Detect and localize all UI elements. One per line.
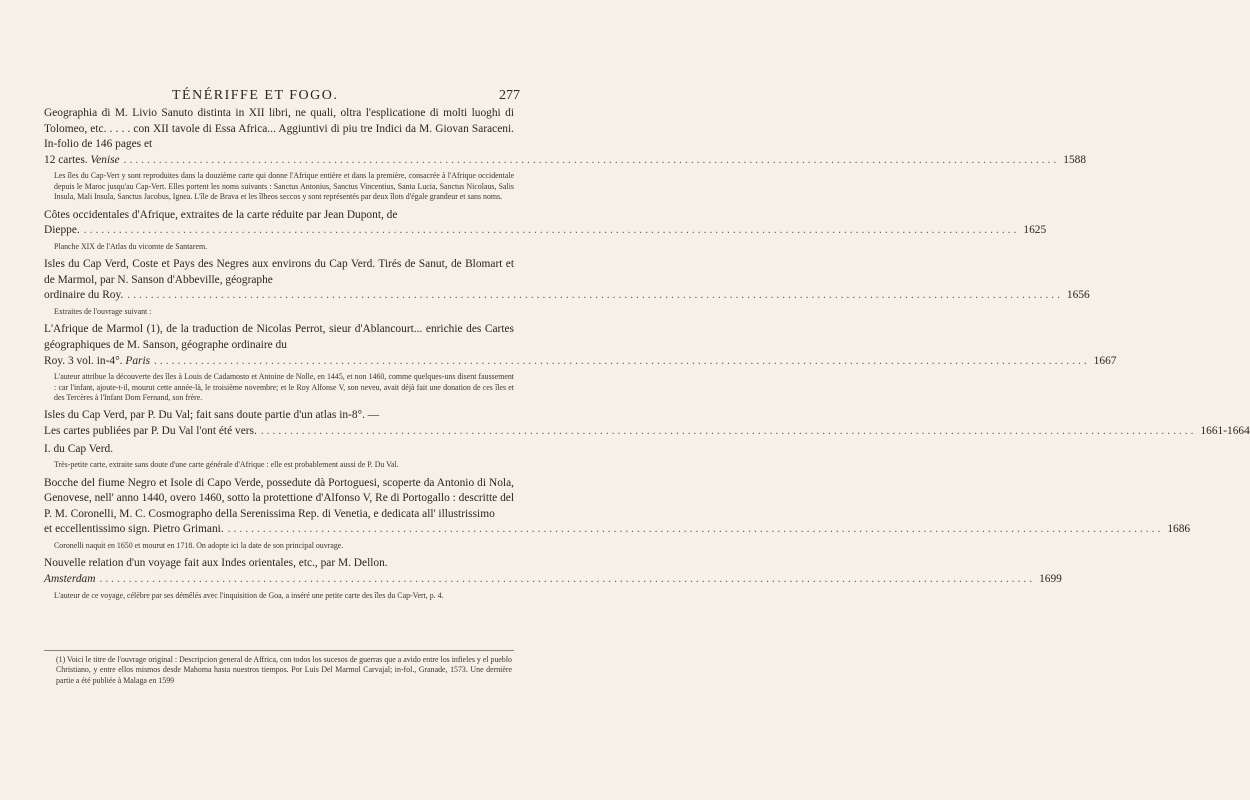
entry-year: 1661-1664 xyxy=(1200,424,1250,437)
entry-lead-text: 12 cartes. xyxy=(44,153,88,166)
footnote-rule xyxy=(44,650,514,651)
entry-year: 1588 xyxy=(1063,153,1087,166)
bibliography-entry xyxy=(44,208,1047,253)
entry-lead xyxy=(44,153,120,169)
entry-lead xyxy=(44,354,150,370)
entry-lead xyxy=(44,288,123,304)
entry-final-line xyxy=(44,424,1250,440)
entry-year: 1686 xyxy=(1167,523,1191,536)
entry-lead-text: Les cartes publiées par P. Du Val l'ont été vers. xyxy=(44,424,257,437)
entry-lead-text: I. du Cap Verd. xyxy=(44,442,114,455)
dot-leader: ................................................................................................................................................................ xyxy=(260,424,1197,437)
entry-place: Paris xyxy=(125,354,151,367)
entry-text: Isles du Cap Verd, Coste et Pays des Negres aux environs du Cap Verd. Tirés de Sanut, de Blomart et de Marmol, par N. Sanson d'Abbeville, géographe xyxy=(44,258,514,286)
running-title: TÉNÉRIFFE ET FOGO. xyxy=(172,88,339,103)
entry-note: Très-petite carte, extraite sans doute d'une carte générale d'Afrique : elle est probablement aussi de P. Du Val. xyxy=(54,460,399,470)
dot-leader: ................................................................................................................................................................ xyxy=(227,523,1164,536)
page-number: 277 xyxy=(499,88,520,103)
entry-final-line xyxy=(44,442,514,458)
entry-place: Amsterdam xyxy=(44,572,96,585)
entry-note: L'auteur attribue la découverte des îles à Louis de Cadamosto et Antoine de Nolle, en 1445, et non 1460, comme quelques-uns disent faussement : car l'infant, ajoute-t-il, mourut cette année-là, le troisième novembre; et le Roy Alfonse V, son neveu, avait déjà fait une donation de ces îles et des Tercères à l'Infant Dom Fernand, son frère. xyxy=(54,372,514,402)
entry-text: Nouvelle relation d'un voyage fait aux Indes orientales, etc., par M. Dellon. xyxy=(44,557,388,570)
entry-lead-text: Dieppe. xyxy=(44,224,80,237)
entry-year: 1667 xyxy=(1093,354,1117,367)
entry-lead-text: Roy. 3 vol. in-4°. xyxy=(44,354,123,367)
entry-lead-text: et eccellentissimo sign. Pietro Grimani. xyxy=(44,523,224,536)
entry-final-line xyxy=(44,572,1062,588)
entry-text: Geographia di M. Livio Sanuto distinta in XII libri, ne quali, oltra l'esplicatione di molti luoghi di Tolomeo, etc. . . . . con XII tavole di Essa Africa... Aggiuntivi di piu tre Indici da M. Giovan Saraceni. In-folio de 146 pages et xyxy=(44,107,514,151)
entry-year: 1625 xyxy=(1023,224,1047,237)
entry-note: Coronelli naquit en 1650 et mourut en 1718. On adopte ici la date de son principal ouvrage. xyxy=(54,540,344,550)
entry-lead xyxy=(44,522,224,538)
bibliography-entry xyxy=(44,257,1090,317)
entry-lead xyxy=(44,442,113,458)
entry-lead xyxy=(44,572,95,588)
entry-lead xyxy=(44,424,257,440)
entry-place: Venise xyxy=(90,153,120,166)
bibliography-entry xyxy=(44,442,514,471)
entry-text: Isles du Cap Verd, par P. Du Val; fait sans doute partie d'un atlas in-8°. — xyxy=(44,409,380,422)
entry-lead xyxy=(44,223,80,239)
entry-text: L'Afrique de Marmol (1), de la traduction de Nicolas Perrot, sieur d'Ablancourt... enrichie des Cartes géographiques de M. Sanson, géographe ordinaire du xyxy=(44,323,514,351)
running-header xyxy=(130,88,520,106)
entry-final-line xyxy=(44,153,1087,169)
entry-lead-text: ordinaire du Roy. xyxy=(44,289,124,302)
entry-note: L'auteur de ce voyage, célèbre par ses démêlés avec l'inquisition de Goa, a inséré une petite carte des îles du Cap-Vert, p. 4. xyxy=(54,590,444,600)
bibliography-entry xyxy=(44,556,1062,601)
dot-leader: ................................................................................................................................................................ xyxy=(154,354,1090,367)
entry-text: Bocche del fiume Negro et Isole di Capo Verde, possedute dà Portoguesi, scoperte da Antonio di Nola, Genovese, nell' anno 1440, overo 1460, sotto la protettione d'Alfonso V, Re di Portogallo : descritte del P. M. Coronelli, M. C. Cosmographo della Serenissima Rep. di Venetia, e dedicata all' illustrissimo xyxy=(44,476,514,520)
entry-year: 1699 xyxy=(1039,572,1062,585)
bibliography-entry xyxy=(44,476,1191,552)
bibliography-entry xyxy=(44,408,1250,439)
entry-final-line xyxy=(44,354,1117,370)
entry-text: Côtes occidentales d'Afrique, extraites de la carte réduite par Jean Dupont, de xyxy=(44,208,398,221)
entry-note: Extraites de l'ouvrage suivant : xyxy=(54,306,152,316)
dot-leader: ................................................................................................................................................................ xyxy=(123,153,1060,166)
entry-note: Planche XIX de l'Atlas du vicomte de Santarem. xyxy=(54,241,208,251)
dot-leader: ................................................................................................................................................................ xyxy=(99,572,1036,585)
bibliography-entry xyxy=(44,106,1087,203)
entry-final-line xyxy=(44,223,1047,239)
entry-final-line xyxy=(44,522,1191,538)
footnote: (1) Voici le titre de l'ouvrage original : Descripcion general de Affrica, con todos los sucesos de guerras que a avido entre los infieles y el pueblo Christiano, y entre ellos mismos desde Mahoma hasta nuestros tiempos. Por Luis Del Marmol Carvajal; in-fol., Granade, 1573. Une dernière partie a été publiée à Malaga en 1599 xyxy=(56,655,512,685)
bibliography-list xyxy=(44,106,1250,606)
entry-final-line xyxy=(44,288,1090,304)
entry-year: 1656 xyxy=(1066,289,1090,302)
bibliography-entry xyxy=(44,322,1117,403)
dot-leader: ................................................................................................................................................................ xyxy=(127,289,1063,302)
dot-leader: ................................................................................................................................................................ xyxy=(83,224,1020,237)
entry-note: Les îles du Cap-Vert y sont reproduites dans la douzième carte qui donne l'Afrique entière et dans la première, consacrée à l'Afrique occidentale depuis le Maroc jusqu'au Cap-Vert. Elles portent les noms suivants : Sanctus Antonius, Sanctus Vincentius, Santa Lucia, Sanctus Nicolaus, Salis Insula, Mali Insula, Sanctus Jacobus, Ignea. L'île de Brava et les îlheos seccos y sont représentés par deux îlots d'égale grandeur et sans noms. xyxy=(54,171,514,202)
